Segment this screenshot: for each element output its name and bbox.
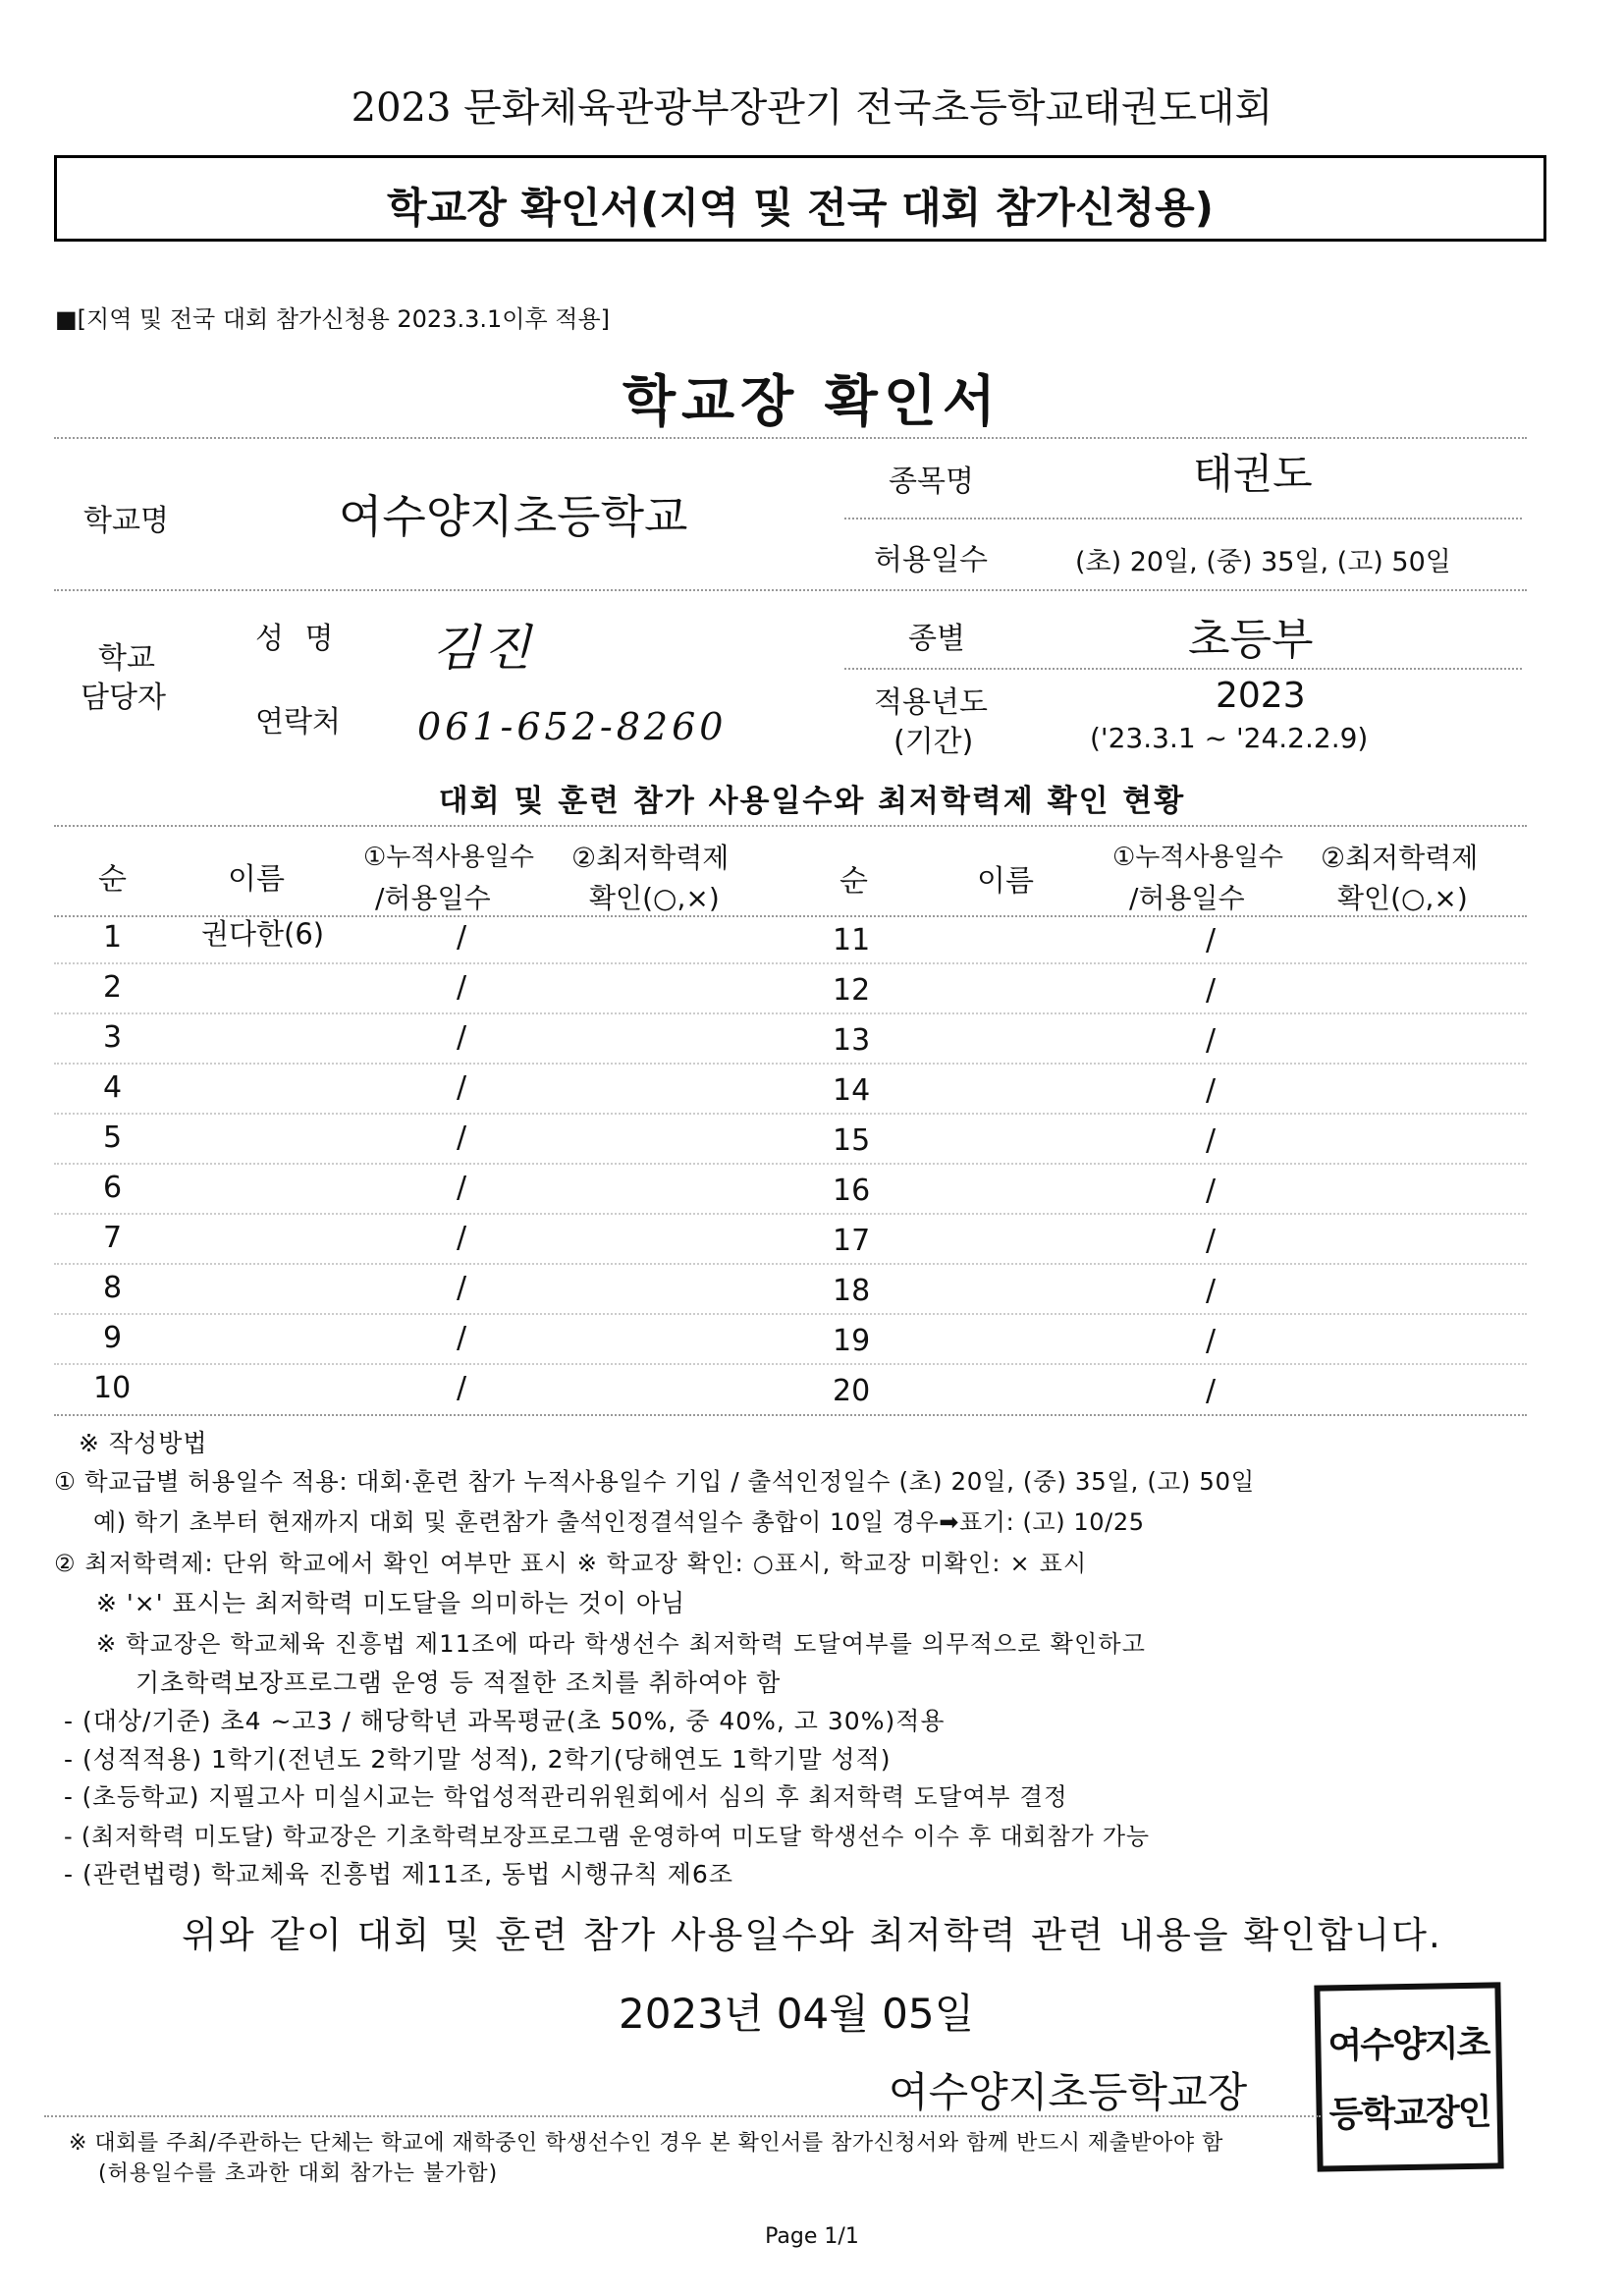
page-number: Page 1/1 bbox=[765, 2224, 859, 2249]
manager-label-1: 학교 bbox=[98, 641, 155, 676]
seal-text-bottom: 등학교장인 bbox=[1328, 2092, 1490, 2136]
col-no-right: 순 bbox=[839, 864, 868, 899]
instruction-line: 예) 학기 초부터 현재까지 대회 및 훈련참가 출석인정결석일수 총합이 10일 경우➡표기: (고) 10/25 bbox=[93, 1508, 1145, 1536]
table-row bbox=[785, 1217, 1571, 1266]
col-days-right-1: ①누적사용일수 bbox=[1112, 843, 1284, 872]
row-no: 17 bbox=[833, 1224, 871, 1258]
instruction-line: - (관련법령) 학교체육 진흥법 제11조, 동법 시행규칙 제6조 bbox=[64, 1860, 733, 1888]
allowed-days-value: (초) 20일, (중) 35일, (고) 50일 bbox=[1075, 547, 1451, 577]
instruction-line: ① 학교급별 허용일수 적용: 대회·훈련 참가 누적사용일수 기입 / 출석인정일수 (초) 20일, (중) 35일, (고) 50일 bbox=[54, 1467, 1255, 1496]
category-label: 종별 bbox=[908, 622, 965, 656]
table-row bbox=[0, 913, 785, 962]
seal-text-top: 여수양지초 bbox=[1327, 2023, 1489, 2067]
row-no: 3 bbox=[103, 1020, 123, 1055]
instructions-heading: ※ 작성방법 bbox=[79, 1429, 208, 1457]
year-label: 적용년도 bbox=[874, 685, 988, 720]
row-name: 권다한(6) bbox=[201, 917, 325, 951]
row-no: 8 bbox=[103, 1271, 123, 1305]
divider bbox=[54, 1414, 1527, 1416]
table-row bbox=[0, 1364, 785, 1413]
sport-label: 종목명 bbox=[889, 465, 974, 499]
col-check-left-2: 확인(○,×) bbox=[589, 882, 720, 914]
col-name-left: 이름 bbox=[228, 862, 285, 897]
confirmation-statement: 위와 같이 대회 및 훈련 참가 사용일수와 최저학력 관련 내용을 확인합니다. bbox=[182, 1914, 1442, 1956]
row-no: 15 bbox=[833, 1123, 871, 1158]
row-slash: / bbox=[1206, 1174, 1217, 1208]
school-name: 여수양지초등학교 bbox=[339, 490, 688, 543]
row-slash: / bbox=[457, 1070, 467, 1105]
row-no: 16 bbox=[833, 1174, 871, 1208]
divider bbox=[54, 1063, 1527, 1065]
table-title: 대회 및 훈련 참가 사용일수와 최저학력제 확인 현황 bbox=[438, 784, 1186, 819]
row-slash: / bbox=[457, 1321, 467, 1355]
note-tag: ■[지역 및 전국 대회 참가신청용 2023.3.1이후 적용] bbox=[55, 305, 610, 333]
divider bbox=[54, 1263, 1527, 1265]
form-title: 학교장 확인서 bbox=[622, 370, 1002, 434]
table-row bbox=[0, 1013, 785, 1063]
divider bbox=[54, 825, 1527, 827]
instruction-line: ※ '×' 표시는 최저학력 미도달을 의미하는 것이 아님 bbox=[96, 1589, 686, 1617]
row-no: 5 bbox=[103, 1121, 123, 1155]
divider bbox=[844, 668, 1522, 670]
footer-note-2: (허용일수를 초과한 대회 참가는 불가함) bbox=[98, 2161, 499, 2186]
row-slash: / bbox=[1206, 1324, 1217, 1358]
instruction-line: - (성적적용) 1학기(전년도 2학기말 성적), 2학기(당해연도 1학기말 성적) bbox=[64, 1745, 892, 1774]
row-no: 2 bbox=[103, 970, 123, 1005]
row-slash: / bbox=[1206, 1073, 1217, 1108]
row-no: 19 bbox=[833, 1324, 871, 1358]
signer-name: 여수양지초등학교장 bbox=[889, 2068, 1248, 2116]
manager-signature: 김진 bbox=[432, 620, 535, 677]
contact-label: 연락처 bbox=[255, 705, 341, 739]
name-label: 성 명 bbox=[255, 622, 340, 656]
table-row bbox=[785, 1066, 1571, 1116]
row-slash: / bbox=[1206, 923, 1217, 957]
row-slash: / bbox=[1206, 1274, 1217, 1308]
instruction-line: - (초등학교) 지필고사 미실시교는 학업성적관리위원회에서 심의 후 최저학력 도달여부 결정 bbox=[64, 1782, 1068, 1811]
table-row bbox=[785, 1267, 1571, 1316]
instruction-line: ② 최저학력제: 단위 학교에서 확인 여부만 표시 ※ 학교장 확인: ○표시, 학교장 미확인: × 표시 bbox=[54, 1550, 1088, 1577]
col-days-left-2: /허용일수 bbox=[375, 882, 491, 914]
table-row bbox=[0, 1064, 785, 1113]
row-no: 1 bbox=[103, 920, 123, 955]
col-check-left-1: ②최저학력제 bbox=[571, 842, 730, 874]
period-value: ('23.3.1 ~ '24.2.2.9) bbox=[1090, 722, 1369, 754]
divider bbox=[54, 1012, 1527, 1014]
title-box bbox=[54, 155, 1546, 242]
row-slash: / bbox=[457, 1221, 467, 1255]
table-row bbox=[0, 1164, 785, 1213]
table-row bbox=[785, 1016, 1571, 1066]
divider bbox=[54, 589, 1527, 591]
table-row bbox=[785, 966, 1571, 1015]
instruction-line: - (대상/기준) 초4 ~고3 / 해당학년 과목평균(초 50%, 중 40%, 고 30%)적용 bbox=[64, 1707, 946, 1735]
category-value: 초등부 bbox=[1188, 615, 1314, 665]
row-slash: / bbox=[1206, 1123, 1217, 1158]
manager-label-2: 담당자 bbox=[81, 681, 166, 715]
divider bbox=[44, 2115, 1321, 2117]
divider bbox=[54, 1163, 1527, 1165]
table-row bbox=[0, 1264, 785, 1313]
footer-note: ※ 대회를 주최/주관하는 단체는 학교에 재학중인 학생선수인 경우 본 확인서를 참가신청서와 함께 반드시 제출받아야 함 bbox=[69, 2131, 1223, 2156]
table-row bbox=[0, 1314, 785, 1363]
divider bbox=[844, 518, 1522, 519]
divider bbox=[54, 1313, 1527, 1315]
divider bbox=[54, 962, 1527, 964]
table-row bbox=[785, 916, 1571, 965]
row-slash: / bbox=[457, 1371, 467, 1405]
col-check-right-1: ②최저학력제 bbox=[1321, 842, 1479, 874]
row-no: 10 bbox=[93, 1371, 132, 1405]
divider bbox=[54, 1363, 1527, 1365]
divider bbox=[54, 1113, 1527, 1115]
divider bbox=[54, 437, 1527, 439]
year-value: 2023 bbox=[1216, 676, 1306, 716]
instruction-line: ※ 학교장은 학교체육 진흥법 제11조에 따라 학생선수 최저학력 도달여부를 의무적으로 확인하고 bbox=[96, 1630, 1147, 1658]
box-title: 학교장 확인서(지역 및 전국 대회 참가신청용) bbox=[387, 184, 1214, 232]
row-no: 9 bbox=[103, 1321, 123, 1355]
col-no-left: 순 bbox=[98, 862, 127, 897]
row-slash: / bbox=[457, 1271, 467, 1305]
row-no: 12 bbox=[833, 973, 871, 1008]
table-row bbox=[0, 1214, 785, 1263]
table-row bbox=[785, 1317, 1571, 1366]
row-no: 14 bbox=[833, 1073, 871, 1108]
col-days-right-2: /허용일수 bbox=[1129, 882, 1245, 914]
instruction-line: 기초학력보장프로그램 운영 등 적절한 조치를 취하여야 함 bbox=[135, 1668, 782, 1697]
instruction-line: - (최저학력 미도달) 학교장은 기초학력보장프로그램 운영하여 미도달 학생선수 이수 후 대회참가 가능 bbox=[64, 1823, 1150, 1850]
row-slash: / bbox=[1206, 1374, 1217, 1408]
school-label: 학교명 bbox=[83, 504, 169, 538]
confirmation-date: 2023년 04월 05일 bbox=[619, 1990, 975, 2038]
row-no: 13 bbox=[833, 1023, 871, 1058]
event-title: 2023 문화체육관광부장관기 전국초등학교태권도대회 bbox=[351, 85, 1273, 131]
row-slash: / bbox=[457, 920, 467, 955]
sport-value: 태권도 bbox=[1193, 450, 1313, 498]
col-name-right: 이름 bbox=[977, 864, 1034, 899]
row-no: 7 bbox=[103, 1221, 123, 1255]
row-slash: / bbox=[457, 1121, 467, 1155]
period-label: (기간) bbox=[893, 725, 974, 759]
row-no: 18 bbox=[833, 1274, 871, 1308]
row-slash: / bbox=[457, 970, 467, 1005]
table-row bbox=[0, 1114, 785, 1163]
contact-value: 061-652-8260 bbox=[417, 705, 728, 748]
table-row bbox=[785, 1117, 1571, 1166]
row-no: 20 bbox=[833, 1374, 871, 1408]
row-slash: / bbox=[457, 1020, 467, 1055]
row-no: 11 bbox=[833, 923, 871, 957]
table-row bbox=[785, 1367, 1571, 1416]
allowed-days-label: 허용일수 bbox=[874, 543, 988, 577]
row-slash: / bbox=[457, 1171, 467, 1205]
col-check-right-2: 확인(○,×) bbox=[1337, 882, 1468, 914]
school-seal bbox=[1314, 1982, 1503, 2171]
row-slash: / bbox=[1206, 973, 1217, 1008]
table-row bbox=[785, 1167, 1571, 1216]
row-slash: / bbox=[1206, 1224, 1217, 1258]
divider bbox=[54, 1213, 1527, 1215]
row-slash: / bbox=[1206, 1023, 1217, 1058]
col-days-left-1: ①누적사용일수 bbox=[363, 843, 535, 872]
row-no: 6 bbox=[103, 1171, 123, 1205]
row-no: 4 bbox=[103, 1070, 123, 1105]
table-row bbox=[0, 963, 785, 1012]
